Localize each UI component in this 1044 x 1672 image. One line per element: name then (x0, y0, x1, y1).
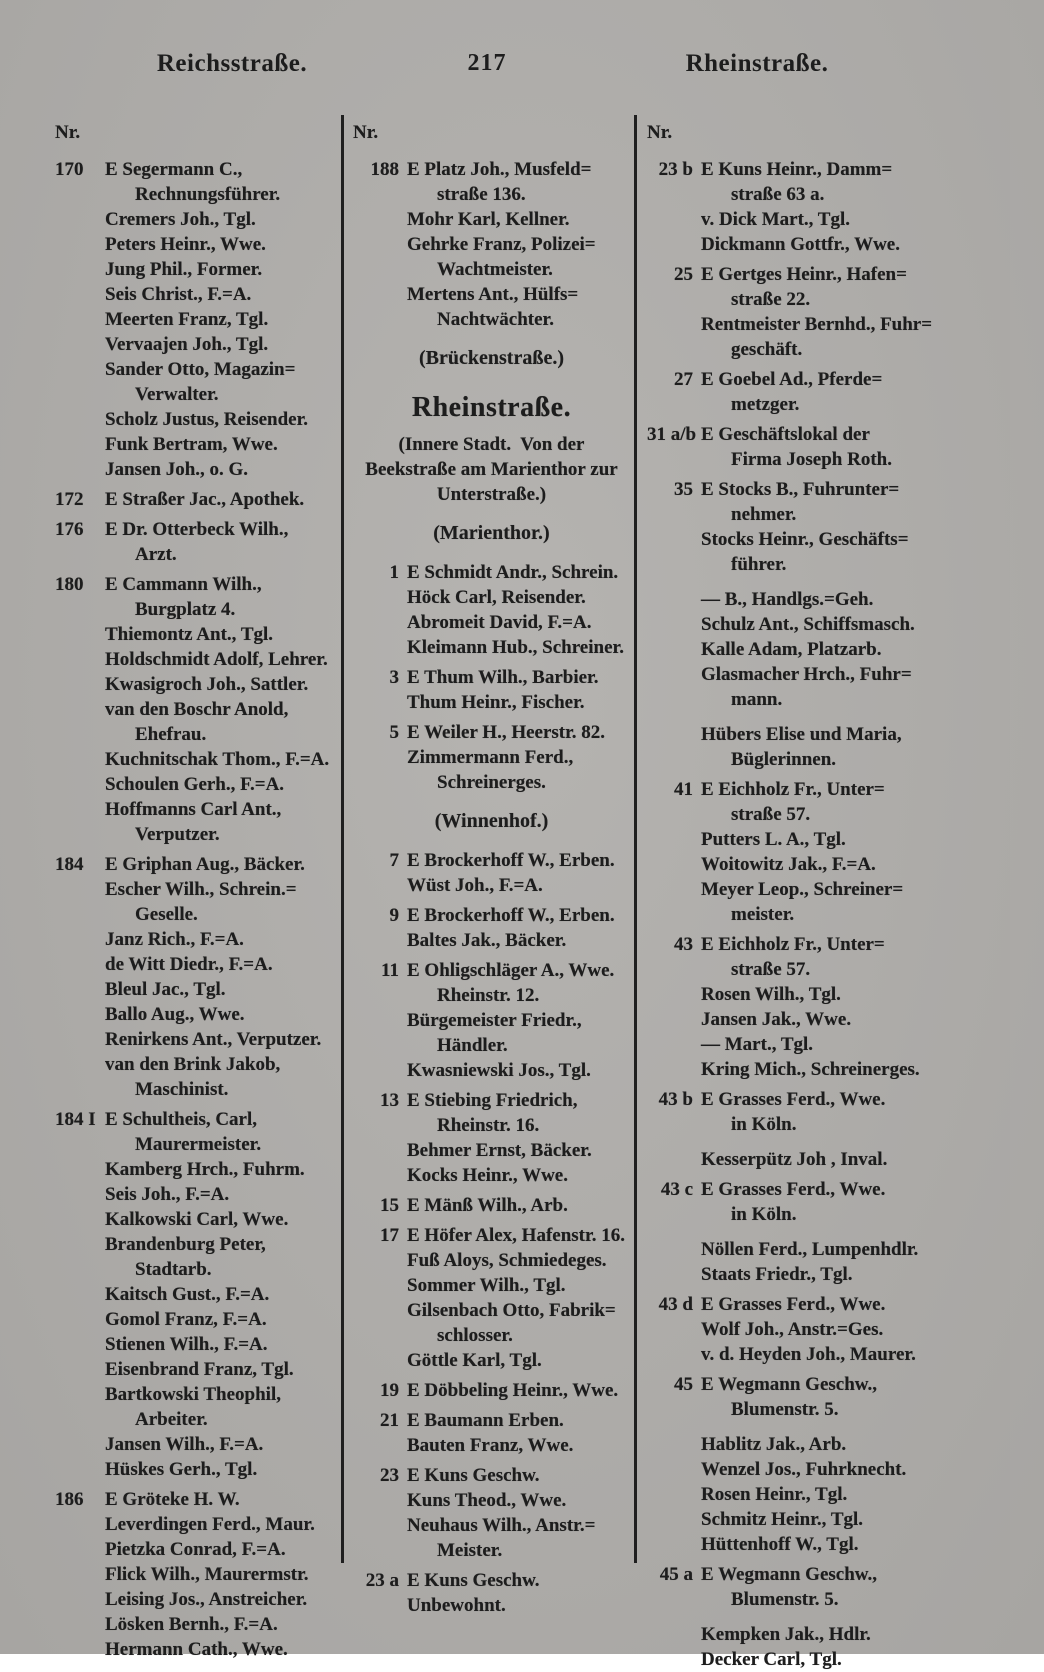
resident-line: Funk Bertram, Wwe. (105, 434, 278, 455)
resident-line: Behmer Ernst, Bäcker. (407, 1140, 592, 1161)
house-number: 43 b (658, 1089, 693, 1110)
resident-line: Thum Heinr., Fischer. (407, 692, 585, 713)
resident-line: Gehrke Franz, Polizei= (407, 234, 596, 255)
resident-line: Bleul Jac., Tgl. (105, 979, 226, 1000)
resident-line: Renirkens Ant., Verputzer. (105, 1029, 322, 1050)
house-number: 11 (381, 960, 399, 981)
house-number: 180 (55, 574, 84, 595)
resident-line: Kaitsch Gust., F.=A. (105, 1284, 270, 1305)
resident-line: Hoffmanns Carl Ant., (105, 799, 282, 820)
house-number: 23 (380, 1465, 399, 1486)
resident-line: Kamberg Hrch., Fuhrm. (105, 1159, 305, 1180)
resident-line: Jansen Wilh., F.=A. (105, 1434, 264, 1455)
entry-text: E Goebel Ad., Pferde= (701, 369, 883, 390)
resident-line: Schoulen Gerh., F.=A. (105, 774, 285, 795)
resident-line: Seis Joh., F.=A. (105, 1184, 230, 1205)
resident-line: Göttle Karl, Tgl. (407, 1350, 542, 1371)
wrapped-line: straße 22. (731, 289, 811, 310)
house-number: 41 (674, 779, 693, 800)
entry-text: E Eichholz Fr., Unter= (701, 934, 885, 955)
entry-line (55, 487, 342, 512)
resident-line: Pietzka Conrad, F.=A. (105, 1539, 286, 1560)
resident-line: Unbewohnt. (407, 1595, 506, 1616)
resident-line: Gomol Franz, F.=A. (105, 1309, 267, 1330)
resident-line: Jansen Jak., Wwe. (701, 1009, 852, 1030)
entry-line (647, 157, 943, 182)
running-head-right: Rheinstraße. (685, 50, 829, 77)
entry-line (55, 1107, 342, 1132)
resident-line: Hüttenhoff W., Tgl. (701, 1534, 859, 1555)
entry-text: E Weiler H., Heerstr. 82. (407, 722, 606, 743)
resident-line: Sander Otto, Magazin= (105, 359, 296, 380)
house-number: 43 (674, 934, 693, 955)
entry-line (353, 720, 630, 745)
resident-line: — B., Handlgs.=Geh. (701, 589, 874, 610)
wrapped-line: Verputzer. (135, 824, 220, 845)
resident-line: Wolf Joh., Anstr.=Ges. (701, 1319, 884, 1340)
wrapped-line: straße 63 a. (731, 184, 825, 205)
house-number: 27 (674, 369, 693, 390)
house-number: 186 (55, 1489, 84, 1510)
entry-text: E Platz Joh., Musfeld= (407, 159, 592, 180)
resident-line: Abromeit David, F.=A. (407, 612, 592, 633)
resident-line: Ballo Aug., Wwe. (105, 1004, 245, 1025)
house-number: 188 (370, 159, 399, 180)
resident-line: Staats Friedr., Tgl. (701, 1264, 853, 1285)
entry-text: E Segermann C., (105, 159, 243, 180)
entry-text: E Stiebing Friedrich, (407, 1090, 578, 1111)
resident-line: Kesserpütz Joh , Inval. (701, 1149, 888, 1170)
resident-line: Thiemontz Ant., Tgl. (105, 624, 274, 645)
resident-line: v. d. Heyden Joh., Maurer. (701, 1344, 916, 1365)
resident-line: Schmitz Heinr., Tgl. (701, 1509, 864, 1530)
entry-line (647, 1372, 943, 1397)
entry-line (353, 903, 630, 928)
entry-text: E Ohligschläger A., Wwe. (407, 960, 615, 981)
entry-text: E Grasses Ferd., Wwe. (701, 1179, 886, 1200)
wrapped-line: führer. (731, 554, 787, 575)
entry-line (55, 517, 342, 542)
resident-line: Peters Heinr., Wwe. (105, 234, 266, 255)
wrapped-line: Stadtarb. (135, 1259, 212, 1280)
entry-line (353, 157, 630, 182)
house-number: 172 (55, 489, 84, 510)
wrapped-line: Rechnungsführer. (135, 184, 281, 205)
entry-line (353, 1223, 630, 1248)
running-head-left: Reichsstraße. (156, 50, 308, 77)
entry-line (647, 1087, 943, 1112)
street-heading: Rheinstraße. (411, 392, 572, 423)
resident-line: Schulz Ant., Schiffsmasch. (701, 614, 915, 635)
wrapped-line: Büglerinnen. (731, 749, 837, 770)
wrapped-line: Geselle. (135, 904, 198, 925)
page-number: 217 (467, 50, 507, 76)
resident-line: Meyer Leop., Schreiner= (701, 879, 904, 900)
entry-line (353, 1463, 630, 1488)
nr-label: Nr. (353, 122, 379, 143)
entry-text: E Baumann Erben. (407, 1410, 564, 1431)
wrapped-line: Arzt. (135, 544, 177, 565)
entry-line (647, 262, 943, 287)
resident-line: Wenzel Jos., Fuhrknecht. (701, 1459, 907, 1480)
resident-line: Sommer Wilh., Tgl. (407, 1275, 566, 1296)
resident-line: Kuchnitschak Thom., F.=A. (105, 749, 330, 770)
wrapped-line: mann. (731, 689, 783, 710)
resident-line: Hablitz Jak., Arb. (701, 1434, 847, 1455)
resident-line: Holdschmidt Adolf, Lehrer. (105, 649, 328, 670)
resident-line: Glasmacher Hrch., Fuhr= (701, 664, 912, 685)
house-number: 45 a (659, 1564, 693, 1585)
entry-text: E Brockerhoff W., Erben. (407, 905, 615, 926)
resident-line: Höck Carl, Reisender. (407, 587, 586, 608)
resident-line: van den Boschr Anold, (105, 699, 289, 720)
entry-text: E Thum Wilh., Barbier. (407, 667, 599, 688)
entry-line (55, 1487, 342, 1512)
resident-line: Dickmann Gottfr., Wwe. (701, 234, 900, 255)
house-number: 35 (674, 479, 693, 500)
resident-line: Stienen Wilh., F.=A. (105, 1334, 268, 1355)
entry-text: E Schultheis, Carl, (105, 1109, 258, 1130)
entry-line (55, 157, 342, 182)
resident-line: Kalle Adam, Platzarb. (701, 639, 882, 660)
resident-line: Leising Jos., Anstreicher. (105, 1589, 308, 1610)
entry-text: E Schmidt Andr., Schrein. (407, 562, 619, 583)
wrapped-line: Nachtwächter. (437, 309, 554, 330)
entry-line (55, 852, 342, 877)
entry-line (353, 848, 630, 873)
entry-text: E Straßer Jac., Apothek. (105, 489, 305, 510)
house-number: 43 d (658, 1294, 693, 1315)
entry-line (55, 572, 342, 597)
entry-text: E Dr. Otterbeck Wilh., (105, 519, 289, 540)
resident-line: Rosen Heinr., Tgl. (701, 1484, 848, 1505)
column (55, 120, 342, 1662)
entry-line (353, 958, 630, 983)
resident-line: Decker Carl, Tgl. (701, 1649, 842, 1670)
resident-line: Fuß Aloys, Schmiedeges. (407, 1250, 607, 1271)
entry-line (647, 932, 943, 957)
entry-text: E Höfer Alex, Hafenstr. 16. (407, 1225, 625, 1246)
resident-line: Brandenburg Peter, (105, 1234, 266, 1255)
resident-line: Hermann Cath., Wwe. (105, 1639, 288, 1660)
resident-line: Kalkowski Carl, Wwe. (105, 1209, 289, 1230)
entry-line (647, 777, 943, 802)
house-number: 9 (389, 905, 399, 926)
entry-text: E Gertges Heinr., Hafen= (701, 264, 907, 285)
resident-line: Hübers Elise und Maria, (701, 724, 902, 745)
wrapped-line: nehmer. (731, 504, 797, 525)
entry-text: E Döbbeling Heinr., Wwe. (407, 1380, 619, 1401)
house-number: 176 (55, 519, 84, 540)
wrapped-line: straße 57. (731, 959, 811, 980)
resident-line: Kempken Jak., Hdlr. (701, 1624, 871, 1645)
entry-text: E Kuns Geschw. (407, 1570, 540, 1591)
house-number: 25 (674, 264, 693, 285)
street-description: (Innere Stadt. Von der (398, 434, 585, 455)
entry-line (647, 1177, 943, 1202)
resident-line: Putters L. A., Tgl. (701, 829, 846, 850)
house-number: 5 (389, 722, 399, 743)
resident-line: van den Brink Jakob, (105, 1054, 281, 1075)
resident-line: Jung Phil., Former. (105, 259, 263, 280)
wrapped-line: schlosser. (437, 1325, 513, 1346)
entry-line (647, 1562, 943, 1587)
entry-line (647, 477, 943, 502)
street-description: Unterstraße.) (436, 484, 547, 505)
house-number: 21 (380, 1410, 399, 1431)
entry-text: E Geschäftslokal der (701, 424, 870, 445)
house-number: 15 (380, 1195, 399, 1216)
entry-line (647, 422, 943, 447)
resident-line: Mertens Ant., Hülfs= (407, 284, 579, 305)
resident-line: de Witt Diedr., F.=A. (105, 954, 273, 975)
wrapped-line: Rheinstr. 12. (437, 985, 540, 1006)
wrapped-line: metzger. (731, 394, 800, 415)
resident-line: Scholz Justus, Reisender. (105, 409, 309, 430)
entry-text: E Gröteke H. W. (105, 1489, 240, 1510)
entry-line (353, 665, 630, 690)
entry-text: E Cammann Wilh., (105, 574, 262, 595)
house-number: 13 (380, 1090, 399, 1111)
entry-line (647, 367, 943, 392)
wrapped-line: Blumenstr. 5. (731, 1399, 839, 1420)
resident-line: Vervaajen Joh., Tgl. (105, 334, 269, 355)
entry-line (353, 1193, 630, 1218)
entry-text: E Grasses Ferd., Wwe. (701, 1089, 886, 1110)
wrapped-line: Ehefrau. (135, 724, 207, 745)
resident-line: Kwasigroch Joh., Sattler. (105, 674, 309, 695)
resident-line: Leverdingen Ferd., Maur. (105, 1514, 315, 1535)
resident-line: Stocks Heinr., Geschäfts= (701, 529, 909, 550)
entry-text: E Brockerhoff W., Erben. (407, 850, 615, 871)
wrapped-line: Maschinist. (135, 1079, 229, 1100)
house-number: 23 a (365, 1570, 399, 1591)
column-divider (634, 115, 637, 1563)
entry-line (353, 1088, 630, 1113)
wrapped-line: Rheinstr. 16. (437, 1115, 540, 1136)
entry-text: E Eichholz Fr., Unter= (701, 779, 885, 800)
column (647, 120, 943, 1672)
wrapped-line: Händler. (437, 1035, 508, 1056)
wrapped-line: Schreinerges. (437, 772, 546, 793)
house-number: 1 (389, 562, 399, 583)
nr-label: Nr. (55, 122, 81, 143)
wrapped-line: in Köln. (731, 1204, 797, 1225)
house-number: 170 (55, 159, 84, 180)
wrapped-line: Firma Joseph Roth. (731, 449, 892, 470)
wrapped-line: meister. (731, 904, 795, 925)
street-note: (Winnenhof.) (434, 810, 549, 832)
resident-line: Kring Mich., Schreinerges. (701, 1059, 920, 1080)
entry-text: E Kuns Geschw. (407, 1465, 540, 1486)
resident-line: — Mart., Tgl. (701, 1034, 814, 1055)
wrapped-line: geschäft. (731, 339, 803, 360)
resident-line: Janz Rich., F.=A. (105, 929, 244, 950)
resident-line: Eisenbrand Franz, Tgl. (105, 1359, 294, 1380)
nr-label: Nr. (647, 122, 673, 143)
wrapped-line: Blumenstr. 5. (731, 1589, 839, 1610)
entry-line (353, 1568, 630, 1593)
resident-line: Hüskes Gerh., Tgl. (105, 1459, 258, 1480)
house-number: 184 (55, 854, 84, 875)
resident-line: Nöllen Ferd., Lumpenhdlr. (701, 1239, 919, 1260)
resident-line: Meerten Franz, Tgl. (105, 309, 269, 330)
resident-line: Rentmeister Bernhd., Fuhr= (701, 314, 933, 335)
resident-line: Wüst Joh., F.=A. (407, 875, 543, 896)
entry-line (353, 1408, 630, 1433)
house-number: 43 c (660, 1179, 693, 1200)
street-note: (Brückenstraße.) (419, 347, 564, 369)
wrapped-line: Wachtmeister. (437, 259, 553, 280)
entry-text: E Mänß Wilh., Arb. (407, 1195, 568, 1216)
house-number: 31 a/b (647, 424, 697, 445)
resident-line: v. Dick Mart., Tgl. (701, 209, 851, 230)
wrapped-line: Burgplatz 4. (135, 599, 236, 620)
resident-line: Kocks Heinr., Wwe. (407, 1165, 568, 1186)
entry-line (647, 1292, 943, 1317)
entry-text: E Stocks B., Fuhrunter= (701, 479, 900, 500)
resident-line: Mohr Karl, Kellner. (407, 209, 570, 230)
street-description: Beekstraße am Marienthor zur (365, 459, 618, 480)
column (353, 120, 630, 1618)
resident-line: Bürgemeister Friedr., (407, 1010, 582, 1031)
house-number: 7 (389, 850, 399, 871)
resident-line: Seis Christ., F.=A. (105, 284, 252, 305)
house-number: 45 (674, 1374, 693, 1395)
entry-line (353, 1378, 630, 1403)
wrapped-line: Meister. (437, 1540, 503, 1561)
resident-line: Rosen Wilh., Tgl. (701, 984, 841, 1005)
resident-line: Kwasniewski Jos., Tgl. (407, 1060, 591, 1081)
resident-line: Neuhaus Wilh., Anstr.= (407, 1515, 596, 1536)
house-number: 23 b (658, 159, 693, 180)
resident-line: Baltes Jak., Bäcker. (407, 930, 567, 951)
entry-line (353, 560, 630, 585)
street-note: (Marienthor.) (433, 522, 550, 544)
resident-line: Woitowitz Jak., F.=A. (701, 854, 876, 875)
resident-line: Jansen Joh., o. G. (105, 459, 249, 480)
resident-line: Cremers Joh., Tgl. (105, 209, 256, 230)
wrapped-line: Arbeiter. (135, 1409, 208, 1430)
resident-line: Lösken Bernh., F.=A. (105, 1614, 278, 1635)
resident-line: Kuns Theod., Wwe. (407, 1490, 567, 1511)
entry-text: E Wegmann Geschw., (701, 1374, 877, 1395)
house-number: 17 (380, 1225, 399, 1246)
resident-line: Flick Wilh., Maurermstr. (105, 1564, 309, 1585)
wrapped-line: straße 136. (437, 184, 526, 205)
entry-text: E Grasses Ferd., Wwe. (701, 1294, 886, 1315)
resident-line: Bartkowski Theophil, (105, 1384, 281, 1405)
wrapped-line: in Köln. (731, 1114, 797, 1135)
house-number: 3 (389, 667, 399, 688)
wrapped-line: Maurermeister. (135, 1134, 262, 1155)
entry-text: E Griphan Aug., Bäcker. (105, 854, 305, 875)
entry-text: E Kuns Heinr., Damm= (701, 159, 893, 180)
resident-line: Zimmermann Ferd., (407, 747, 574, 768)
resident-line: Kleimann Hub., Schreiner. (407, 637, 624, 658)
resident-line: Escher Wilh., Schrein.= (105, 879, 297, 900)
wrapped-line: Verwalter. (135, 384, 219, 405)
entry-text: E Wegmann Geschw., (701, 1564, 877, 1585)
wrapped-line: straße 57. (731, 804, 811, 825)
resident-line: Gilsenbach Otto, Fabrik= (407, 1300, 616, 1321)
house-number: 19 (380, 1380, 399, 1401)
resident-line: Bauten Franz, Wwe. (407, 1435, 574, 1456)
house-number: 184 I (55, 1109, 96, 1130)
